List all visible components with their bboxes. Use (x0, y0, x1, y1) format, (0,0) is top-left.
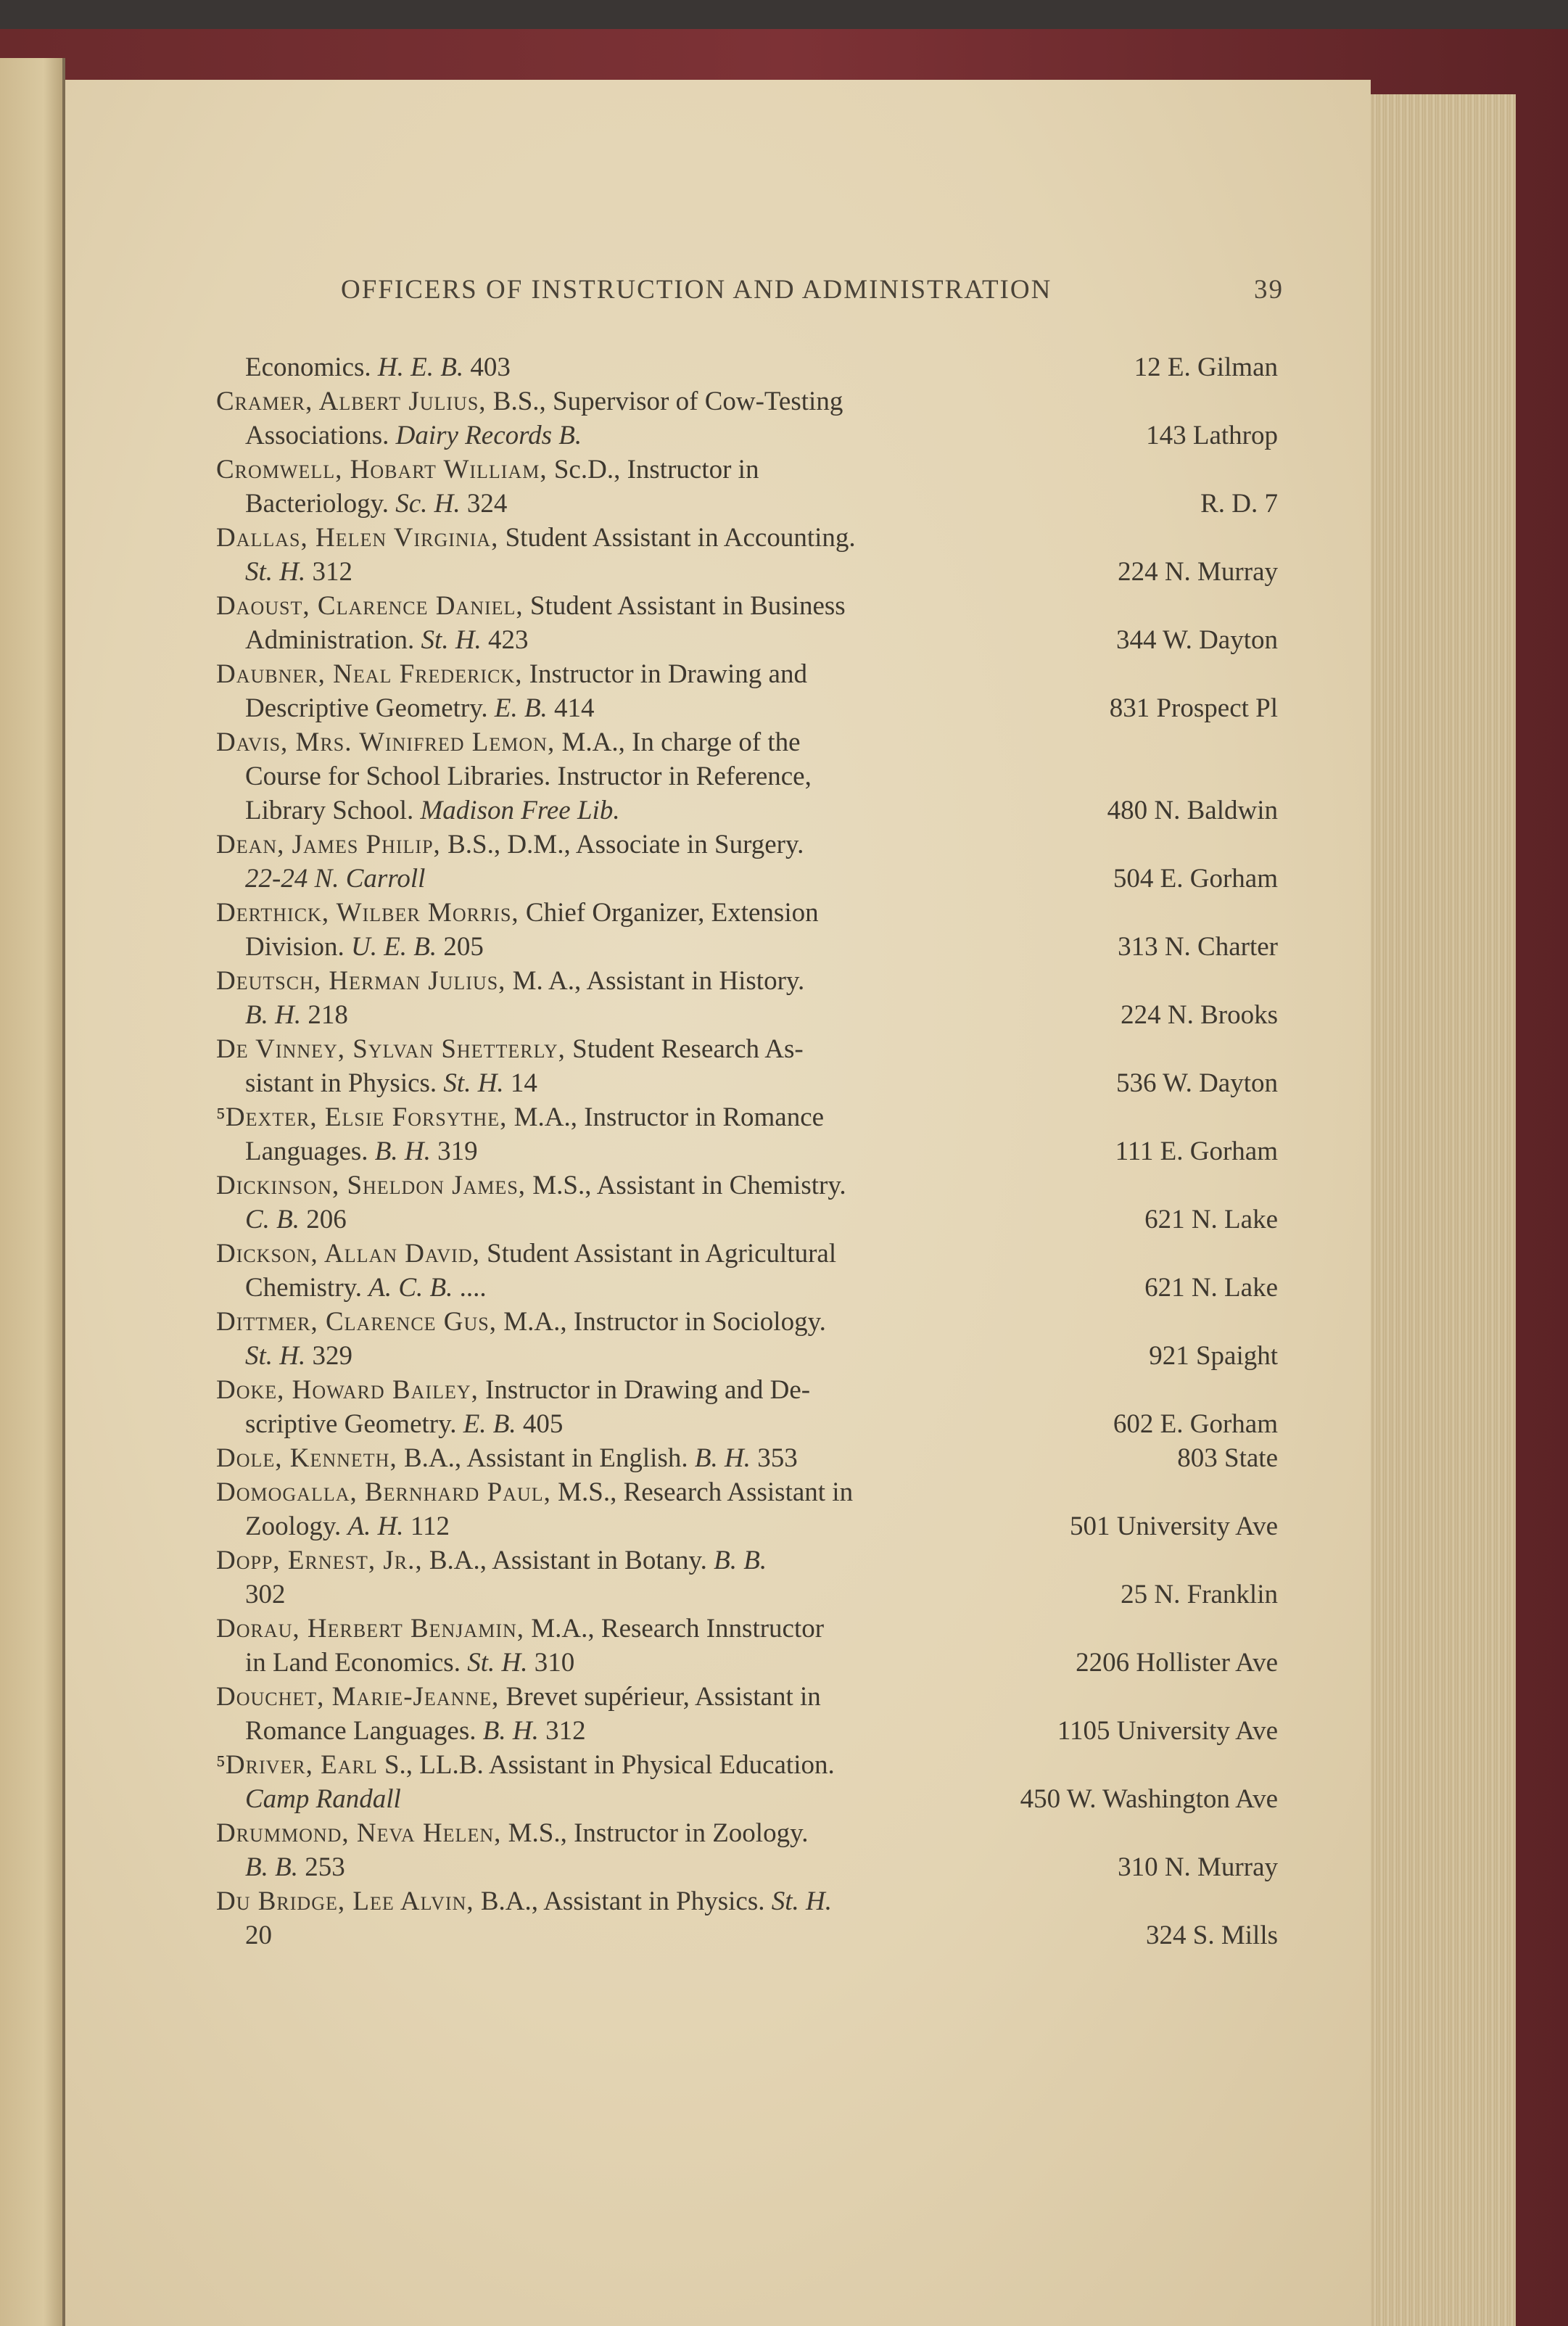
entry-detail: Sc.D., Instructor in (547, 455, 759, 484)
office-location: C. B. (245, 1205, 300, 1234)
entry-detail: 218 (301, 1000, 348, 1030)
directory-line (0, 1204, 1568, 1239)
entry-text (245, 624, 529, 656)
office-location: B. B. (714, 1546, 767, 1575)
entry-detail: M.S., Assistant in Chemistry. (526, 1171, 846, 1200)
directory-line (0, 863, 1568, 898)
entry-text (245, 420, 582, 451)
directory-line (0, 931, 1568, 966)
entry-detail: 310 (527, 1648, 575, 1678)
directory-line (0, 1340, 1568, 1375)
entry-text (245, 1920, 272, 1951)
entry-text (216, 1477, 853, 1508)
directory-line (0, 1852, 1568, 1886)
entry-text (216, 1374, 810, 1406)
directory-line (0, 1681, 1568, 1716)
entry-text (245, 1511, 450, 1542)
entry-detail: Languages. (245, 1137, 375, 1166)
entry-text (245, 931, 484, 962)
directory-line (0, 420, 1568, 455)
directory-line (0, 1238, 1568, 1273)
directory-line (0, 1647, 1568, 1682)
entry-detail: M.A., In charge of the (555, 727, 801, 757)
entry-detail: 423 (481, 625, 529, 655)
entry-text (216, 829, 804, 860)
home-address: 501 University Ave (1069, 1512, 1278, 1541)
directory-line (0, 1511, 1568, 1546)
person-name: Dallas, Helen Virginia, (216, 523, 499, 553)
directory-line (0, 1034, 1568, 1068)
person-name: Daubner, Neal Frederick, (216, 659, 523, 689)
directory-line (0, 693, 1568, 727)
entry-text (216, 1443, 798, 1474)
entry-text (216, 1545, 767, 1576)
entry-detail: 312 (305, 557, 352, 587)
entry-detail: 206 (300, 1205, 347, 1234)
person-name: Dean, James Philip, (216, 830, 441, 859)
entry-text (216, 965, 804, 997)
directory-line (0, 1170, 1568, 1205)
directory-line (0, 1477, 1568, 1512)
person-name: Dorau, Herbert Benjamin, (216, 1614, 525, 1644)
office-location: 22-24 N. Carroll (245, 864, 426, 894)
directory-line (0, 1749, 1568, 1784)
home-address: 2206 Hollister Ave (1076, 1648, 1278, 1678)
entry-detail: Course for School Libraries. Instructor in Reference, (245, 762, 812, 791)
entry-detail: Student Assistant in Accounting. (498, 523, 856, 553)
directory-line (0, 795, 1568, 830)
office-location: B. H. (482, 1716, 539, 1746)
entry-detail: Student Research As- (565, 1034, 804, 1064)
office-location: St. H. (245, 1341, 306, 1371)
entry-detail: B.A., Assistant in English. (397, 1443, 695, 1473)
home-address: 324 S. Mills (1146, 1921, 1278, 1950)
office-location: St. H. (245, 557, 306, 587)
person-name: Cramer, Albert Julius, (216, 387, 487, 416)
entry-text (245, 1409, 563, 1440)
entry-text (245, 352, 511, 383)
entry-detail: 405 (516, 1409, 564, 1439)
entry-detail: Student Assistant in Business (523, 591, 846, 621)
home-address: 12 E. Gilman (1134, 352, 1278, 382)
entry-text (216, 1886, 832, 1917)
directory-line (0, 352, 1568, 387)
directory-line (0, 1715, 1568, 1750)
directory-line (0, 454, 1568, 489)
office-location: B. H. (374, 1137, 431, 1166)
person-name: Drummond, Neva Helen, (216, 1818, 502, 1848)
office-location: St. H. (443, 1068, 504, 1098)
person-name: Dickson, Allan David, (216, 1239, 480, 1269)
entry-text (245, 999, 348, 1031)
office-location: B. H. (694, 1443, 751, 1473)
directory-line (0, 1783, 1568, 1818)
person-name: Dittmer, Clarence Gus, (216, 1307, 498, 1337)
office-location: H. E. B. (377, 352, 464, 382)
entry-text (245, 1579, 286, 1610)
person-name: Driver, Earl (225, 1750, 378, 1780)
home-address: 313 N. Charter (1118, 932, 1278, 962)
office-location: B. H. (245, 1000, 302, 1030)
entry-detail: sistant in Physics. (245, 1068, 444, 1098)
home-address: 831 Prospect Pl (1109, 693, 1278, 723)
entry-detail: 14 (503, 1068, 537, 1098)
home-address: 450 W. Washington Ave (1020, 1784, 1278, 1814)
entry-text (216, 386, 843, 417)
entry-text (245, 1715, 586, 1746)
running-head-title: OFFICERS OF INSTRUCTION AND ADMINISTRATION (341, 275, 1052, 305)
office-location: St. H. (467, 1648, 528, 1678)
entry-text (245, 1852, 345, 1883)
office-location: St. H. (421, 625, 482, 655)
person-name: Du Bridge, Lee Alvin, (216, 1886, 474, 1916)
directory-line (0, 1306, 1568, 1341)
entry-detail: M.A., Instructor in Sociology. (497, 1307, 826, 1337)
entry-detail: Bacteriology. (245, 489, 396, 519)
home-address: 480 N. Baldwin (1107, 796, 1278, 825)
home-address: 344 W. Dayton (1115, 625, 1278, 655)
entry-detail: Chief Organizer, Extension (519, 898, 819, 928)
entry-detail: Library School. (245, 796, 421, 825)
running-head (341, 274, 1284, 318)
entry-text (245, 1340, 352, 1372)
directory-line (0, 897, 1568, 932)
home-address: 224 N. Murray (1118, 557, 1278, 587)
person-name: Deutsch, Herman Julius, (216, 966, 506, 996)
office-location: Madison Free Lib. (420, 796, 620, 825)
office-location: E. B. (463, 1409, 516, 1439)
home-address: 803 State (1177, 1443, 1278, 1473)
entry-detail: Administration. (245, 625, 421, 655)
person-name: Domogalla, Bernhard Paul, (216, 1477, 551, 1507)
person-name: Daoust, Clarence Daniel, (216, 591, 524, 621)
entry-detail: M.S., Instructor in Zoology. (501, 1818, 809, 1848)
entry-detail: 319 (430, 1137, 478, 1166)
entry-detail: Descriptive Geometry. (245, 693, 495, 723)
entry-detail: B.S., Supervisor of Cow-Testing (486, 387, 843, 416)
directory-line (0, 556, 1568, 591)
entry-text (216, 897, 819, 928)
entry-detail: 329 (305, 1341, 352, 1371)
directory-line (0, 999, 1568, 1034)
home-address: 621 N. Lake (1144, 1205, 1278, 1234)
directory-line (0, 386, 1568, 421)
entry-text (216, 727, 801, 758)
directory-line (0, 1068, 1568, 1102)
home-address: 504 E. Gorham (1113, 864, 1278, 894)
directory-line (0, 659, 1568, 693)
directory-line (0, 761, 1568, 796)
person-name: Dexter, Elsie Forsythe, (225, 1102, 508, 1132)
entry-detail: Chemistry. (245, 1273, 369, 1303)
person-name: Cromwell, Hobart William, (216, 455, 548, 484)
home-address: 25 N. Franklin (1121, 1580, 1278, 1609)
entry-detail: S., LL.B. Assistant in Physical Education. (377, 1750, 835, 1780)
directory-line (0, 1920, 1568, 1955)
person-name: Dickinson, Sheldon James, (216, 1171, 527, 1200)
entry-detail: Division. (245, 932, 351, 962)
entry-text (245, 1272, 487, 1303)
directory-line (0, 1409, 1568, 1443)
entry-detail: scriptive Geometry. (245, 1409, 463, 1439)
directory-line (0, 522, 1568, 557)
entry-text (245, 1783, 401, 1815)
entry-detail: ⁵ (216, 1102, 226, 1132)
office-location: U. E. B. (350, 932, 437, 962)
entry-detail: Romance Languages. (245, 1716, 483, 1746)
entry-text (245, 795, 620, 826)
office-location: A. H. (347, 1512, 404, 1541)
entry-detail: M.A., Instructor in Romance (507, 1102, 825, 1132)
office-location: A. C. B. (368, 1273, 453, 1303)
home-address: 536 W. Dayton (1115, 1068, 1278, 1098)
entry-detail: Student Assistant in Agricultural (479, 1239, 837, 1269)
person-name: Dopp, Ernest, Jr., (216, 1546, 423, 1575)
directory-line (0, 1102, 1568, 1137)
page-number: 39 (1254, 275, 1284, 305)
entry-detail: Instructor in Drawing and De- (478, 1375, 811, 1405)
directory-line (0, 1613, 1568, 1648)
directory-line (0, 624, 1568, 659)
entry-text (216, 1681, 821, 1712)
entry-detail: Brevet supérieur, Assistant in (499, 1682, 821, 1712)
directory-line (0, 488, 1568, 523)
entry-text (245, 863, 425, 894)
entry-text (245, 1647, 574, 1678)
entry-detail: 312 (538, 1716, 586, 1746)
entry-detail: Instructor in Drawing and (522, 659, 807, 689)
entry-detail: 403 (463, 352, 511, 382)
person-name: Davis, Mrs. Winifred Lemon, (216, 727, 556, 757)
entry-text (216, 1034, 804, 1065)
entry-detail: B.A., Assistant in Botany. (422, 1546, 714, 1575)
entry-detail: 353 (750, 1443, 798, 1473)
entry-text (245, 1204, 347, 1235)
entry-text (216, 1306, 826, 1337)
entry-text (216, 590, 846, 622)
entry-detail: B.A., Assistant in Physics. (474, 1886, 772, 1916)
directory-line (0, 1374, 1568, 1409)
directory-line (0, 829, 1568, 864)
directory-line (0, 1886, 1568, 1921)
person-name: Douchet, Marie-Jeanne, (216, 1682, 500, 1712)
office-location: E. B. (494, 693, 548, 723)
home-address: 111 E. Gorham (1115, 1137, 1278, 1166)
home-address: 143 Lathrop (1146, 421, 1278, 450)
office-location: Dairy Records B. (395, 421, 582, 450)
entry-detail: 112 (403, 1512, 450, 1541)
entry-detail: ⁵ (216, 1750, 226, 1780)
entry-text (216, 1613, 824, 1644)
entry-text (216, 522, 856, 553)
entry-text (216, 1238, 836, 1269)
directory-line (0, 1818, 1568, 1852)
office-location: Sc. H. (395, 489, 461, 519)
entry-detail: 302 (245, 1580, 286, 1609)
directory-line (0, 1579, 1568, 1614)
home-address: 224 N. Brooks (1121, 1000, 1278, 1030)
home-address: 921 Spaight (1149, 1341, 1278, 1371)
directory-line (0, 727, 1568, 762)
entry-detail: 324 (460, 489, 508, 519)
home-address: 1105 University Ave (1057, 1716, 1278, 1746)
entry-detail: 205 (437, 932, 484, 962)
home-address: R. D. 7 (1200, 489, 1278, 519)
entry-text (216, 659, 807, 690)
office-location: St. H. (771, 1886, 833, 1916)
entry-detail: M.A., Research Innstructor (524, 1614, 825, 1644)
entry-text (216, 1170, 846, 1201)
person-name: De Vinney, Sylvan Shetterly, (216, 1034, 566, 1064)
entry-text (216, 1818, 808, 1849)
entry-detail: Economics. (245, 352, 378, 382)
person-name: Doke, Howard Bailey, (216, 1375, 479, 1405)
person-name: Dole, Kenneth, (216, 1443, 397, 1473)
entry-detail: 253 (297, 1852, 345, 1882)
home-address: 621 N. Lake (1144, 1273, 1278, 1303)
entry-text (216, 1749, 835, 1781)
entry-detail: M. A., Assistant in History. (506, 966, 805, 996)
home-address: 602 E. Gorham (1113, 1409, 1278, 1439)
entry-detail: Associations. (245, 421, 396, 450)
entry-detail: 20 (245, 1921, 272, 1950)
entry-text (245, 1068, 537, 1099)
entry-detail: 414 (547, 693, 595, 723)
office-location: B. B. (245, 1852, 298, 1882)
directory-line (0, 1136, 1568, 1171)
entry-detail: B.S., D.M., Associate in Surgery. (440, 830, 804, 859)
home-address: 310 N. Murray (1118, 1852, 1278, 1882)
entry-text (245, 761, 812, 792)
entry-detail: in Land Economics. (245, 1648, 468, 1678)
entry-text (245, 488, 507, 519)
directory-line (0, 965, 1568, 1000)
entry-text (245, 1136, 478, 1167)
entry-text (245, 556, 352, 587)
office-location: Camp Randall (245, 1784, 401, 1814)
directory-line (0, 1272, 1568, 1307)
entry-detail: M.S., Research Assistant in (550, 1477, 854, 1507)
entry-text (216, 454, 759, 485)
directory-line (0, 590, 1568, 625)
entry-text (216, 1102, 824, 1133)
entry-detail: .... (453, 1273, 487, 1303)
directory-line (0, 1545, 1568, 1580)
person-name: Derthick, Wilber Morris, (216, 898, 519, 928)
entry-text (245, 693, 595, 724)
entry-detail: Zoology. (245, 1512, 348, 1541)
directory-line (0, 1443, 1568, 1477)
